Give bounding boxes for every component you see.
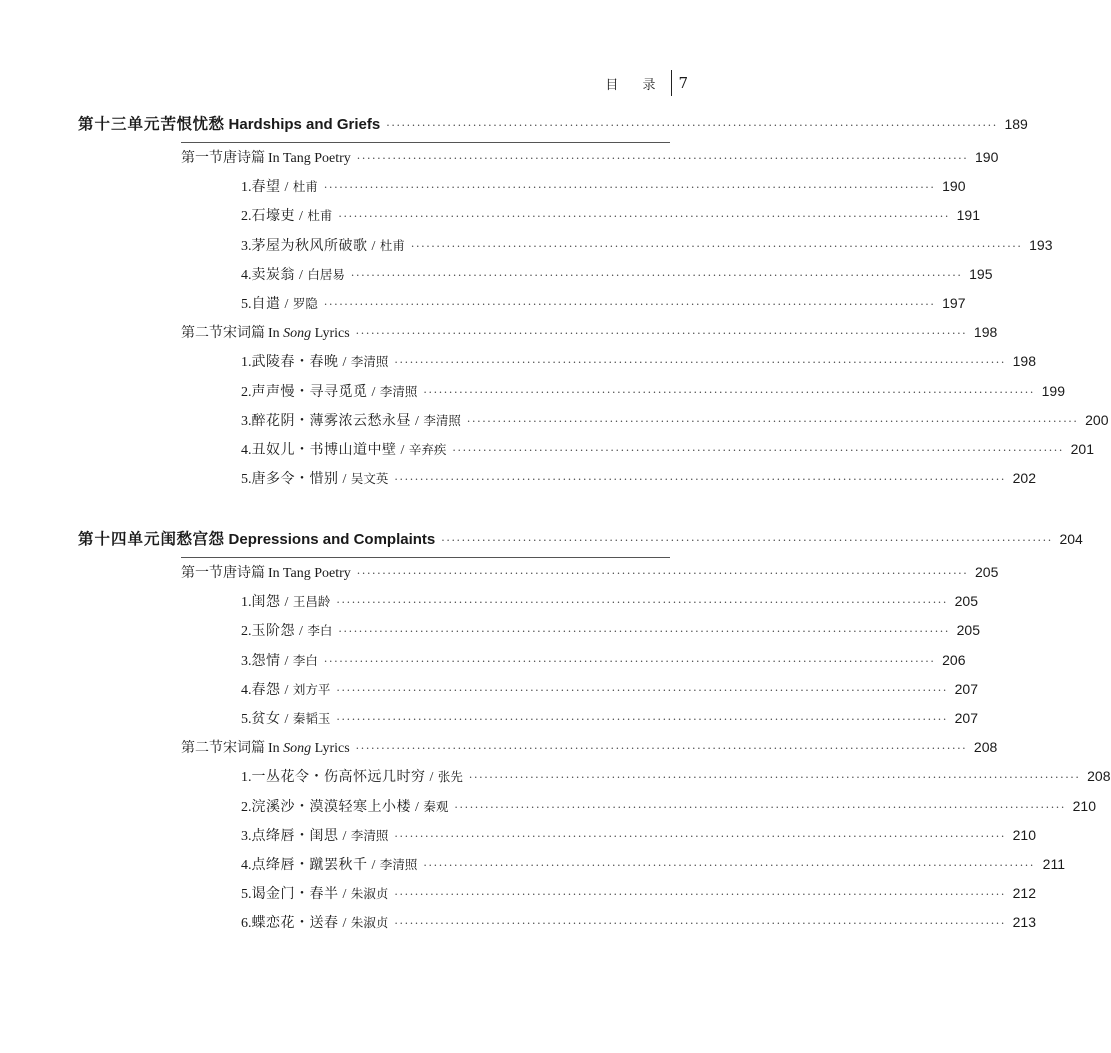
section-title-en-pre: In [268,741,280,757]
toc-entry[interactable] [241,883,1036,912]
entry-number: 1. [241,770,252,786]
entry-poem-title: 谒金门・春半 [251,886,339,903]
entry-number: 2. [241,799,252,815]
entry-title [252,381,418,401]
dot-leader: ························································································································ [394,917,1006,931]
section-title [223,562,351,582]
entry-slash: / [342,887,347,903]
entry-page-number: 210 [1072,797,1096,814]
entry-author: 张先 [437,769,463,785]
unit-title-cn: 闺愁宫怨 [160,529,225,548]
dot-leader: ························································································································ [336,712,948,726]
section-heading[interactable] [181,562,999,591]
entry-page-number: 197 [942,294,966,311]
toc-entry[interactable] [241,176,966,205]
dot-leader: ························································································································ [356,152,969,165]
entry-page-number: 193 [1029,236,1053,253]
section-label: 第一节 [181,565,223,581]
entry-title [252,620,333,640]
entry-page-number: 210 [1012,826,1036,843]
entry-title [252,883,389,903]
entry-page-number: 206 [942,651,966,668]
entry-poem-title: 春望 [251,179,281,196]
dot-leader: ························································································································ [323,297,936,311]
dot-leader: ························································································································ [356,567,969,580]
entry-title [252,410,461,430]
entry-page-number: 202 [1012,470,1036,487]
dot-leader: ························································································································ [394,888,1006,902]
entry-title [252,912,389,932]
dot-leader: ························································································································ [350,268,963,282]
section-page-number: 190 [975,149,999,165]
toc-entry[interactable] [241,591,978,620]
dot-leader: ························································································································ [394,829,1006,843]
entry-slash: / [342,916,347,932]
entry-slash: / [284,595,289,611]
dot-leader: ························································································································ [394,473,1006,487]
section-title-en-pre: In [268,151,280,166]
entry-author: 李清照 [379,856,418,872]
toc-entry[interactable] [241,854,1065,883]
entry-poem-title: 贫女 [251,710,281,727]
entry-slash: / [371,238,376,254]
entry-page-number: 212 [1012,885,1036,902]
entry-slash: / [371,857,376,873]
running-head-label: 目 录 [605,77,666,93]
section-title-cn: 宋词篇 [223,325,265,342]
entry-page-number: 207 [954,709,978,726]
section-title-en-pre: In [268,566,280,581]
entry-poem-title: 点绛唇・闺思 [251,827,339,844]
unit-heading[interactable] [78,527,1083,555]
toc-entry[interactable] [241,205,980,234]
entry-page-number: 200 [1085,411,1109,428]
entry-poem-title: 唐多令・惜别 [251,471,339,488]
entry-poem-title: 自遣 [251,295,281,312]
entry-page-number: 195 [969,265,993,282]
entry-number: 4. [241,442,252,458]
entry-slash: / [299,267,304,283]
entry-author: 李白 [307,623,333,639]
entry-page-number: 190 [942,178,966,195]
unit-rule [181,142,670,143]
entry-number: 3. [241,238,252,254]
toc-entry[interactable] [241,708,978,737]
section-heading[interactable] [181,322,998,351]
section-title-en [268,326,350,341]
entry-title [252,235,405,255]
unit-title-en: Hardships and Griefs [228,116,381,133]
unit-title-en: Depressions and Complaints [228,531,436,548]
entry-number: 1. [241,355,252,371]
toc-entry[interactable] [241,679,978,708]
entry-number: 1. [241,595,252,611]
entry-slash: / [284,180,289,196]
entry-author: 李清照 [350,827,389,843]
entry-number: 3. [241,653,252,669]
entry-page-number: 198 [1012,353,1036,370]
unit-heading[interactable] [78,112,1028,140]
entry-page-number: 199 [1041,382,1065,399]
entry-slash: / [342,472,347,488]
entry-slash: / [371,384,376,400]
dot-leader: ························································································································ [423,858,1035,872]
entry-slash: / [415,799,420,815]
entry-slash: / [284,682,289,698]
toc-entry[interactable] [241,351,1036,380]
entry-title [252,439,447,459]
dot-leader: ························································································································ [468,771,1081,785]
entry-author: 秦韬玉 [292,710,331,726]
entry-author: 杜甫 [292,179,318,195]
entry-title [252,766,463,786]
section-title-en-em: Song [283,326,312,342]
dot-leader: ························································································································ [454,800,1066,814]
entry-page-number: 191 [956,207,980,224]
entry-title [252,679,331,699]
entry-title [252,468,389,488]
entry-slash: / [299,209,304,225]
dot-leader: ························································································································ [355,742,968,756]
section-heading[interactable] [181,737,998,766]
entry-page-number: 205 [956,622,980,639]
entry-number: 5. [241,296,252,312]
entry-number: 2. [241,384,252,400]
entry-slash: / [284,296,289,312]
entry-title [252,205,333,225]
dot-leader: ························································································································ [338,625,950,639]
section-title-en [268,151,351,166]
unit-title-cn: 苦恨忧愁 [160,114,225,133]
entry-number: 5. [241,887,252,903]
dot-leader: ························································································································ [466,414,1079,428]
entry-slash: / [400,442,405,458]
section-label: 第二节 [181,740,223,757]
entry-author: 秦观 [423,798,449,814]
section-page-number: 205 [975,564,999,580]
entry-slash: / [299,624,304,640]
toc-entry[interactable] [241,235,1053,264]
section-title-en-rest: Lyrics [314,326,350,342]
entry-author: 罗隐 [292,295,318,311]
running-head-divider [671,70,672,96]
section-title-cn: 唐诗篇 [223,565,265,581]
dot-leader: ························································································································ [423,385,1035,399]
entry-poem-title: 醉花阴・薄雾浓云愁永昼 [251,412,411,429]
entry-poem-title: 蝶恋花・送春 [251,915,339,932]
unit-page-number: 189 [1004,116,1028,132]
entry-page-number: 207 [954,680,978,697]
dot-leader: ························································································································ [336,683,948,697]
entry-author: 李清照 [350,354,389,370]
entry-number: 4. [241,267,252,283]
section-page-number: 198 [973,324,998,341]
dot-leader: ························································································································ [452,443,1064,457]
entry-title [252,796,449,816]
section-title-en-rest: Tang Poetry [282,566,351,581]
entry-author: 白居易 [307,266,345,282]
unit-label: 第十四单元 [78,529,161,548]
section-title-en-rest: Lyrics [314,741,350,757]
dot-leader: ························································································································ [441,534,1053,547]
section-title-en-rest: Tang Poetry [282,151,351,166]
entry-number: 2. [241,624,252,640]
unit-rule [181,557,670,558]
running-head [605,70,688,96]
entry-slash: / [342,828,347,844]
entry-page-number: 201 [1070,440,1094,457]
toc-entry[interactable] [241,912,1036,941]
entry-page-number: 211 [1042,855,1065,872]
unit-title [161,527,436,549]
section-title [223,322,350,342]
section-label: 第二节 [181,325,223,342]
entry-slash: / [415,413,420,429]
toc-entry[interactable] [241,766,1111,795]
section-title [223,737,350,757]
entry-number: 3. [241,828,252,844]
entry-author: 杜甫 [307,208,333,224]
dot-leader: ························································································································ [394,356,1006,370]
dot-leader: ························································································································ [386,119,998,132]
toc-unit [78,112,1109,497]
dot-leader: ························································································································ [355,327,968,341]
unit-page-number: 204 [1059,531,1083,547]
entry-number: 6. [241,916,252,932]
dot-leader: ························································································································ [323,181,936,195]
section-title-en [268,566,351,581]
entry-page-number: 205 [954,593,978,610]
entry-author: 朱淑贞 [350,915,389,931]
entry-page-number: 208 [1087,768,1111,785]
entry-title [252,264,345,284]
toc-entry[interactable] [241,796,1096,825]
entry-poem-title: 浣溪沙・漠漠轻寒上小楼 [251,798,411,815]
section-page-number: 208 [973,739,998,756]
entry-poem-title: 怨情 [251,652,281,669]
entry-poem-title: 石壕吏 [251,208,295,225]
toc-entry[interactable] [241,439,1094,468]
entry-title [252,708,331,728]
toc-entry[interactable] [241,825,1036,854]
entry-title [252,854,418,874]
unit-label: 第十三单元 [78,114,161,133]
entry-title [252,351,389,371]
section-title-en-em: Song [283,741,312,757]
entry-slash: / [342,355,347,371]
toc-entry[interactable] [241,620,980,649]
section-label: 第一节 [181,150,223,166]
entry-poem-title: 点绛唇・蹴罢秋千 [251,856,368,873]
section-title-cn: 唐诗篇 [223,150,265,166]
entry-poem-title: 丑奴儿・书博山道中壁 [251,441,397,458]
entry-author: 李白 [292,652,318,668]
entry-poem-title: 武陵春・春晚 [251,354,339,371]
entry-number: 3. [241,413,252,429]
entry-author: 朱淑贞 [350,886,389,902]
entry-poem-title: 声声慢・寻寻觅觅 [251,383,368,400]
dot-leader: ························································································································ [338,210,950,224]
entry-number: 4. [241,857,252,873]
toc-entry[interactable] [241,650,966,679]
entry-slash: / [284,653,289,669]
entry-poem-title: 闺怨 [251,594,281,611]
entry-author: 杜甫 [379,237,405,253]
toc-entry[interactable] [241,264,993,293]
section-title-en-pre: In [268,326,280,342]
entry-title [252,825,389,845]
entry-slash: / [284,711,289,727]
entry-author: 辛弃疾 [408,441,447,457]
dot-leader: ························································································································ [410,239,1023,253]
entry-number: 1. [241,180,252,196]
toc-unit [78,527,1111,941]
entry-poem-title: 卖炭翁 [251,266,295,283]
entry-title [252,176,318,196]
entry-title [252,293,318,313]
dot-leader: ························································································································ [336,596,948,610]
dot-leader: ························································································································ [323,654,936,668]
entry-author: 李清照 [423,412,461,428]
toc-entry[interactable] [241,410,1109,439]
entry-title [252,591,331,611]
section-title-en [268,741,350,756]
toc-entry[interactable] [241,293,966,322]
entry-author: 刘方平 [292,681,331,697]
entry-number: 2. [241,209,252,225]
unit-title [161,112,381,134]
entry-author: 王昌龄 [292,594,331,610]
toc-entry[interactable] [241,381,1065,410]
entry-author: 李清照 [379,383,418,399]
toc-entry[interactable] [241,468,1036,497]
entry-title [252,650,318,670]
entry-poem-title: 一丛花令・伤高怀远几时穷 [251,769,426,786]
section-title-cn: 宋词篇 [223,740,265,757]
section-title [223,147,351,167]
entry-number: 5. [241,472,252,488]
running-head-page-number: 7 [678,74,688,92]
entry-number: 4. [241,682,252,698]
entry-page-number: 213 [1012,914,1036,931]
section-heading[interactable] [181,147,999,176]
entry-poem-title: 玉阶怨 [251,623,295,640]
entry-slash: / [429,770,434,786]
entry-author: 吴文英 [350,471,389,487]
entry-number: 5. [241,711,252,727]
entry-poem-title: 茅屋为秋风所破歌 [251,237,368,254]
entry-poem-title: 春怨 [251,681,281,698]
